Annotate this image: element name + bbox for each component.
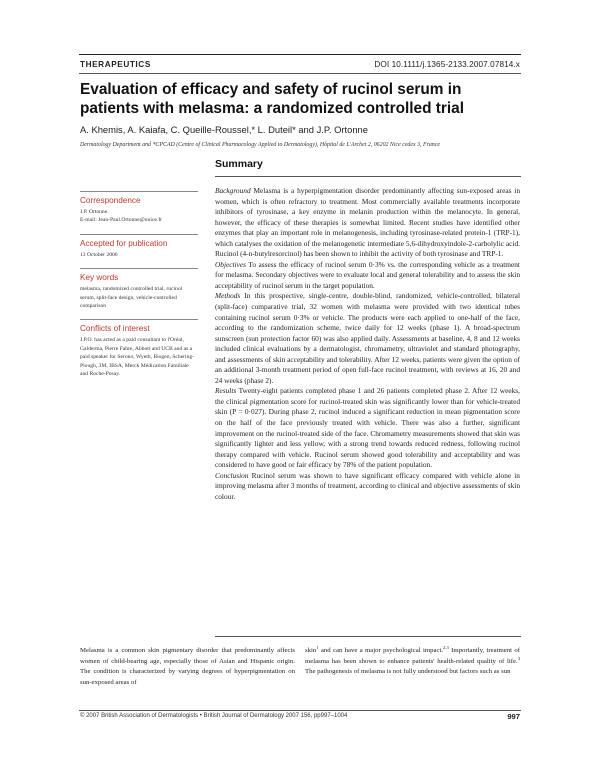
correspondence-email[interactable]: E-mail: Jean-Paul.Ortonne@unice.fr	[80, 217, 163, 224]
conflicts-heading: Conflicts of interest	[80, 324, 150, 334]
affiliation: Dermatology Department and *CPCAD (Centre of Clinical Pharmacology Applied to Dermatology), Hôpital de L'Archet 2, 06202 Nice cedex 3, France	[80, 142, 440, 148]
summary-abstract	[215, 186, 520, 502]
abstract-conclusion	[215, 471, 520, 503]
summary-heading: Summary	[215, 158, 263, 170]
intro-column-right	[305, 646, 520, 678]
intro-text: Importantly, treatment of melasma has been shown to enhance patients' health-related quality of life.	[305, 647, 520, 665]
article-title: Evaluation of efficacy and safety of rucinol serum in patients with melasma: a randomized controlled trial	[80, 81, 464, 117]
abstract-end-rule	[215, 636, 521, 637]
article-info-sidebar	[80, 191, 198, 387]
abstract-methods	[215, 291, 520, 386]
intro-text: skin	[305, 647, 317, 654]
citation-ref[interactable]: 1	[316, 644, 319, 650]
intro-text: and can have a major psychological impact.	[318, 647, 444, 654]
methods-text: In this prospective, single-centre, double-blind, randomized, vehicle-controlled, bilateral (split-face) comparative trial, 32 women with melasma were provided with two identical tubes containing rucinol serum 0·3% or vehicle. The products were each applied to one-half of the face, according to the randomization scheme, twice daily for 12 weeks (phase 1). A broad-spectrum sunscreen (sun protection factor 60) was also applied daily. Assessments at baseline, 4, 8 and 12 weeks included clinical evaluations by a dermatologist, chromametry, ultraviolet and standard photography, and assessments of skin acceptability and tolerability. After 12 weeks, patients were given the option of an additional 3-month treatment period of open full-face rucinol treatment, with reviews at 16, 20 and 24 weeks (phase 2).	[215, 291, 520, 385]
objectives-label: Objectives	[215, 259, 246, 269]
intro-text: The pathogenesis of melasma is not fully understood but factors such as sun	[305, 668, 511, 675]
correspondence-block	[80, 191, 198, 225]
results-text: Twenty-eight patients completed phase 1 and 26 patients completed phase 2. After 12 weeks, the clinical pigmentation score for rucinol-treated skin was significantly lower than for vehicle-treated skin (P = 0·027). During phase 2, rucinol induced a significant reduction in mean pigmentation score on the half of the face previously treated with vehicle. There was also a further, significant improvement on the rucinol-treated side of the face. Chromametry measurements showed that skin was significantly lighter and less yellow, with a strong trend towards reduced redness, following rucinol therapy compared with vehicle. Rucinol serum showed good tolerability and acceptability and was considered to have good or fair efficacy by 78% of the patient population.	[215, 386, 520, 470]
objectives-text: To assess the efficacy of rucinol serum 0·3% vs. the corresponding vehicle as a treatment for melasma. Secondary objectives were to evaluate local and general tolerability and to assess the skin acceptability of rucinol serum in the target population.	[215, 259, 520, 290]
sidebar-divider	[80, 319, 198, 320]
correspondence-name: J.P. Ortonne.	[80, 209, 109, 215]
doi-link[interactable]: DOI 10.1111/j.1365-2133.2007.07814.x	[374, 60, 520, 69]
sidebar-divider	[80, 234, 198, 235]
background-label: Background	[215, 186, 251, 195]
background-text: Melasma is a hyperpigmentation disorder predominantly affecting sun-exposed areas in women, which is often refractory to treatment. Most commercially available treatments incorporate inhibitors of tyrosinase, a key enzyme in melanin production within the melanocyte. In general, however, the efficacy of these therapies is somewhat limited. Recent studies have identified other enzymes that play an important role in melanogenesis, including tyrosinase-related protein-1 (TRP-1), which catalyses the oxidation of the melanogenetic intermediate 5,6-dihydroxyindole-2-carbolylic acid. Rucinol (4-n-butylresorcinol) has been shown to inhibit the activity of both tyrosinase and TRP-1.	[215, 186, 521, 259]
footer-rule	[79, 710, 521, 711]
accepted-date: 13 October 2006	[80, 251, 118, 258]
correspondence-heading: Correspondence	[80, 196, 141, 205]
header-divider	[79, 73, 521, 74]
conclusion-label: Conclusion	[215, 470, 249, 480]
conclusion-text: Rucinol serum was shown to have significant efficacy compared with vehicle alone in improving melasma after 3 months of treatment, according to clinical and objective assessments of skin colour.	[215, 470, 520, 501]
results-label: Results	[215, 386, 237, 396]
conflicts-block	[80, 319, 198, 378]
sidebar-divider	[80, 191, 198, 192]
keywords-text: melasma, randomized controlled trial, rucinol serum, split-face design, vehicle-controlled comparison	[80, 286, 183, 310]
abstract-background	[215, 186, 520, 260]
section-label: THERAPEUTICS	[80, 60, 151, 69]
page-number: 997	[507, 712, 520, 721]
author-list: A. Khemis, A. Kaiafa, C. Queille-Roussel,* L. Duteil* and J.P. Ortonne	[80, 124, 368, 135]
abstract-objectives	[215, 260, 520, 292]
conflicts-text: J.P.O. has acted as a paid consultant to l'Oréal, Galderma, Pierre Fabre, Abbott and UCB and as a paid speaker for Serono, Wyeth, Biogen, Schering-Plough, 3M, IBSA, Merck Médication Familiale and Roche-Posay.	[80, 337, 195, 378]
citation-ref[interactable]: 3	[517, 655, 520, 661]
header-rule	[79, 54, 521, 55]
citation-ref[interactable]: 2,3	[443, 644, 449, 650]
summary-rule	[215, 176, 521, 177]
abstract-results	[215, 386, 520, 470]
methods-label: Methods	[215, 291, 241, 301]
keywords-block	[80, 268, 198, 310]
accepted-heading: Accepted for publication	[80, 238, 168, 248]
sidebar-divider	[80, 268, 198, 269]
keywords-heading: Key words	[80, 273, 119, 283]
intro-column-left: Melasma is a common skin pigmentary disorder that predominantly affects women of child-bearing age, especially those of Asian and Hispanic origin. The condition is characterized by varying degrees of hyperpigmentation on sun-exposed areas of	[80, 647, 295, 686]
footer-citation: © 2007 British Association of Dermatologists • British Journal of Dermatology 2007 156, pp997–1004	[80, 713, 348, 719]
accepted-block	[80, 234, 198, 259]
